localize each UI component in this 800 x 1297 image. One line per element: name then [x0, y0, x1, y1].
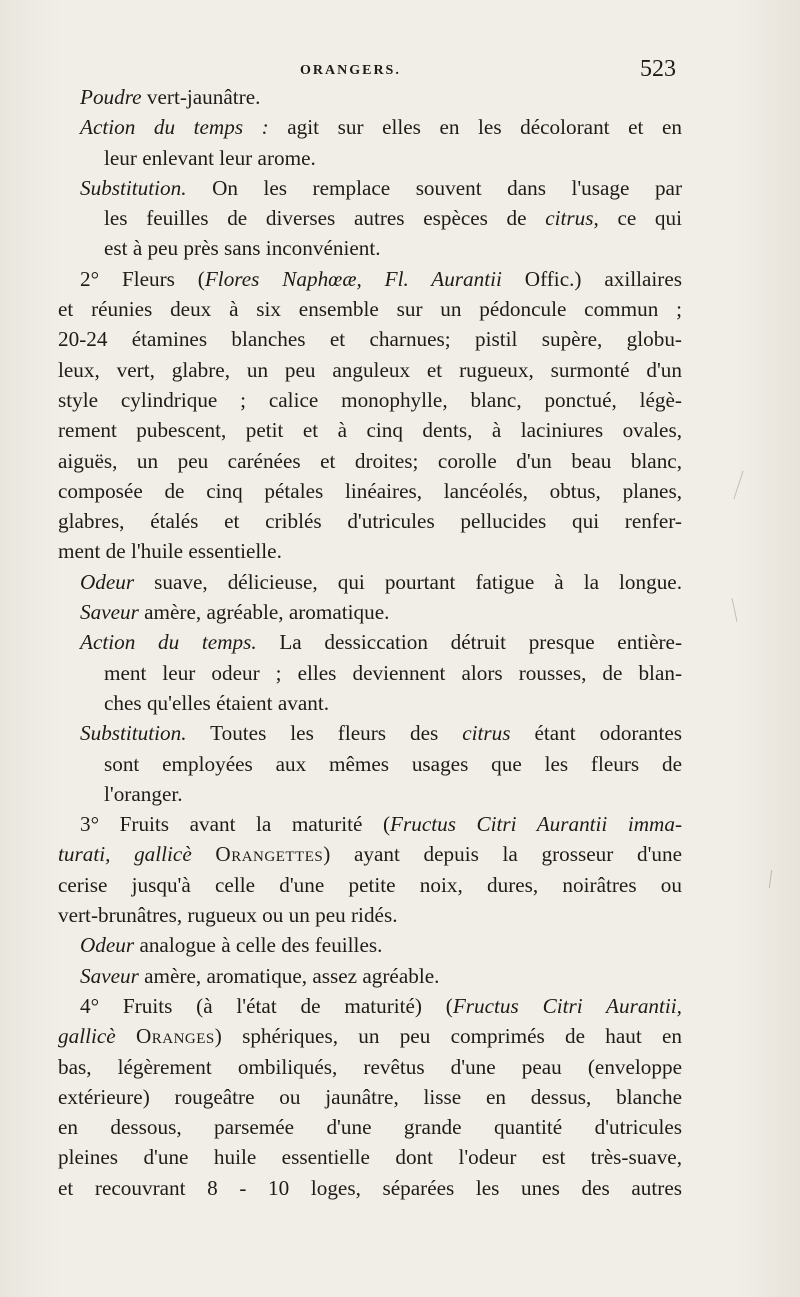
text-line	[58, 415, 682, 445]
text-run: et réunies deux à six ensemble sur un pédoncule commun ;	[58, 297, 682, 322]
text-line	[58, 506, 682, 536]
text-line	[58, 476, 682, 506]
text-run: vert-brunâtres, rugueux ou un peu ridés.	[58, 903, 398, 928]
italic-run: Odeur	[80, 933, 135, 958]
text-line	[58, 385, 682, 415]
text-run: les feuilles de diverses autres espèces de	[104, 206, 546, 231]
text-line	[58, 567, 682, 597]
text-run	[192, 842, 216, 866]
text-run: cerise jusqu'à celle d'une petite noix, dures, noirâtres ou	[58, 872, 682, 897]
text-line	[58, 930, 682, 960]
text-run: 3° Fruits avant la maturité (	[80, 812, 391, 837]
text-line	[58, 112, 682, 142]
text-line	[58, 1142, 682, 1172]
text-line	[58, 779, 682, 809]
text-line	[58, 143, 682, 173]
paper-mark	[769, 870, 772, 888]
text-run: 4° Fruits (à l'état de maturité) (	[80, 993, 453, 1018]
italic-run: Saveur	[80, 963, 139, 988]
text-line	[58, 658, 682, 688]
text-line	[58, 355, 682, 385]
text-line	[58, 82, 682, 112]
italic-run: gallicè	[58, 1024, 116, 1049]
text-line	[58, 1021, 682, 1051]
small-caps-run: Oranges	[135, 1024, 215, 1049]
italic-run: Action du temps.	[80, 630, 257, 655]
text-run: Offic.) axillaires	[501, 266, 682, 291]
text-run: étant odorantes	[510, 721, 683, 746]
text-line	[58, 961, 682, 991]
text-line	[58, 749, 682, 779]
italic-run: citrus	[545, 206, 594, 231]
italic-run: Fructus Citri Aurantii,	[452, 993, 682, 1018]
text-line	[58, 991, 682, 1021]
text-line	[58, 839, 682, 869]
text-run: Toutes les fleurs des	[186, 721, 463, 746]
text-run: ches qu'elles étaient avant.	[104, 690, 330, 715]
text-run: est à peu près sans inconvénient.	[104, 236, 381, 261]
text-run: 2° Fleurs (	[80, 266, 205, 291]
text-run: agit sur elles en les décolorant et en	[268, 115, 683, 140]
text-line	[58, 446, 682, 476]
text-run: ment leur odeur ; elles deviennent alors rousses, de blan-	[104, 660, 682, 685]
text-line	[58, 1173, 682, 1203]
italic-run: Action du temps :	[80, 115, 269, 140]
text-run: en dessous, parsemée d'une grande quantité d'utricules	[58, 1115, 682, 1140]
text-run: bas, légèrement ombiliqués, revêtus d'une peau (enveloppe	[58, 1054, 682, 1079]
text-run: ment de l'huile essentielle.	[58, 539, 282, 564]
text-run: glabres, étalés et criblés d'utricules pellucides qui renfer-	[58, 509, 682, 534]
text-run: On les remplace souvent dans l'usage par	[186, 175, 682, 200]
italic-run: citrus	[462, 721, 511, 746]
text-run: l'oranger.	[104, 781, 183, 806]
text-line	[58, 718, 682, 748]
text-line	[58, 688, 682, 718]
text-line	[58, 900, 682, 930]
running-title: ORANGERS.	[300, 63, 401, 78]
paper-mark	[733, 471, 743, 500]
page-body	[58, 82, 682, 1203]
text-run: sont employées aux mêmes usages que les fleurs de	[104, 751, 682, 776]
text-line	[58, 264, 682, 294]
text-run: leur enlevant leur arome.	[104, 145, 316, 170]
small-caps-run: Orangettes	[215, 842, 324, 867]
italic-run: Saveur	[80, 600, 139, 625]
italic-run: Flores Naphœæ, Fl. Aurantii	[204, 266, 502, 291]
text-run: et recouvrant 8 - 10 loges, séparées les unes des autres	[58, 1175, 682, 1200]
italic-run: Substitution.	[80, 721, 187, 746]
text-line	[58, 1112, 682, 1142]
italic-run: Substitution.	[80, 175, 187, 200]
text-line	[58, 294, 682, 324]
paper-mark	[732, 598, 738, 622]
italic-run: turati, gallicè	[58, 842, 192, 867]
text-run: amère, aromatique, assez agréable.	[138, 963, 440, 988]
text-line	[58, 597, 682, 627]
text-run: pleines d'une huile essentielle dont l'odeur est très-suave,	[58, 1145, 682, 1170]
text-run: style cylindrique ; calice monophylle, blanc, ponctué, légè-	[58, 387, 682, 412]
text-run: vert-jaunâtre.	[141, 85, 261, 109]
italic-run: Odeur	[80, 569, 135, 594]
text-run: ) sphériques, un peu comprimés de haut en	[214, 1024, 683, 1049]
italic-run: Poudre	[80, 85, 142, 109]
text-run: ) ayant depuis la grosseur d'une	[323, 842, 682, 867]
italic-run: Fructus Citri Aurantii imma-	[390, 812, 682, 837]
text-run: suave, délicieuse, qui pourtant fatigue à la longue.	[134, 569, 682, 594]
page-number: 523	[640, 56, 676, 82]
text-run: composée de cinq pétales linéaires, lancéolés, obtus, planes,	[58, 478, 682, 503]
text-run: La dessiccation détruit presque entière-	[256, 630, 682, 655]
text-line	[58, 173, 682, 203]
text-run: , ce qui	[593, 206, 682, 231]
text-line	[58, 1052, 682, 1082]
text-line	[58, 627, 682, 657]
text-run: aiguës, un peu carénées et droites; corolle d'un beau blanc,	[58, 448, 682, 473]
text-run: leux, vert, glabre, un peu anguleux et rugueux, surmonté d'un	[58, 357, 682, 382]
text-line	[58, 809, 682, 839]
text-run: rement pubescent, petit et à cinq dents, à laciniures ovales,	[58, 418, 682, 443]
text-run: amère, agréable, aromatique.	[138, 600, 390, 625]
text-line	[58, 1082, 682, 1112]
text-line	[58, 233, 682, 263]
text-line	[58, 870, 682, 900]
text-run	[116, 1024, 136, 1048]
text-run: analogue à celle des feuilles.	[134, 933, 383, 958]
text-run: 20-24 étamines blanches et charnues; pistil supère, globu-	[58, 327, 682, 352]
text-line	[58, 536, 682, 566]
text-run: extérieure) rougeâtre ou jaunâtre, lisse en dessus, blanche	[58, 1084, 682, 1109]
text-line	[58, 203, 682, 233]
text-line	[58, 324, 682, 354]
